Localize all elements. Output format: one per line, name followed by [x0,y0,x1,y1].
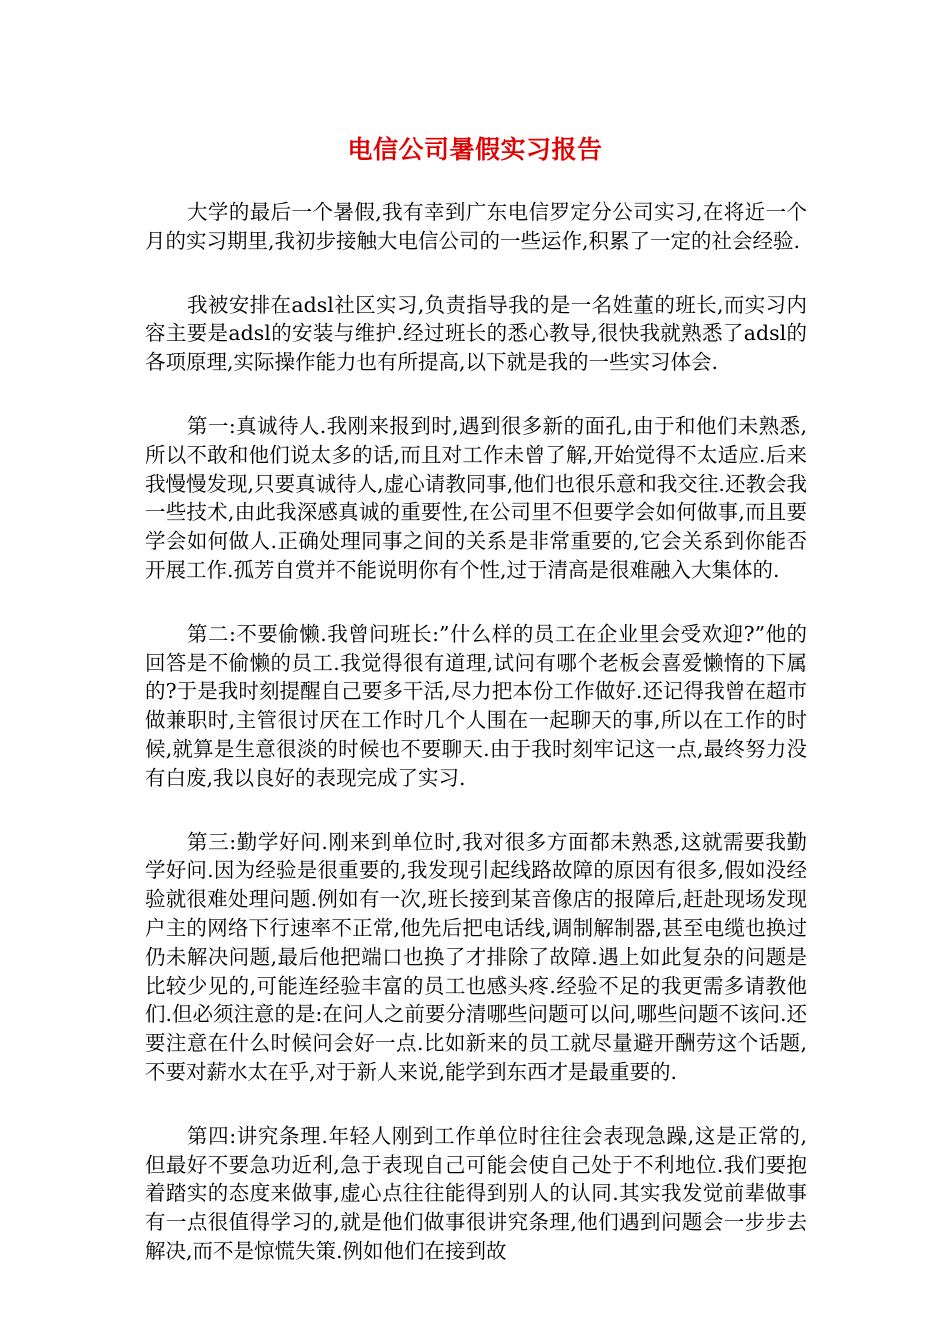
document-title: 电信公司暑假实习报告 [347,135,603,164]
paragraph-assignment: 我被安排在adsl社区实习,负责指导我的是一名姓董的班长,而实习内容主要是adsl的安装与维护.经过班长的悉心教导,很快我就熟悉了adsl的各项原理,实际操作能力也有所提高,以下就是我的一些实习体会. [145,292,807,375]
paragraph-point-two: 第二:不要偷懒.我曾问班长:”什么样的员工在企业里会受欢迎?”他的回答是不偷懒的员工.我觉得很有道理,试问有哪个老板会喜爱懒惰的下属的?于是我时刻提醒自己要多干活,尽力把本份工作做好.还记得我曾在超市做兼职时,主管很讨厌在工作时几个人围在一起聊天的事,所以在工作的时候,就算是生意很淡的时候也不要聊天.由于我时刻牢记这一点,最终努力没有白废,我以良好的表现完成了实习. [145,621,807,790]
paragraph-point-three: 第三:勤学好问.刚来到单位时,我对很多方面都未熟悉,这就需要我勤学好问.因为经验是很重要的,我发现引起线路故障的原因有很多,假如没经验就很难处理问题.例如有一次,班长接到某音像店的报障后,赶赴现场发现户主的网络下行速率不正常,他先后把电话线,调制解制器,甚至电缆也换过仍未解决问题,最后他把端口也换了才排除了故障.遇上如此复杂的问题是比较少见的,可能连经验丰富的员工也感头疼.经验不足的我更需多请教他们.但必须注意的是:在问人之前要分清哪些问题可以问,哪些问题不该问.还要注意在什么时候问会好一点.比如新来的员工就尽量避开酬劳这个话题,不要对薪水太在乎,对于新人来说,能学到东西才是最重要的. [145,829,807,1084]
paragraph-intro: 大学的最后一个暑假,我有幸到广东电信罗定分公司实习,在将近一个月的实习期里,我初步接触大电信公司的一些运作,积累了一定的社会经验. [145,200,807,253]
document-body [145,198,807,1301]
paragraph-point-four: 第四:讲究条理.年轻人刚到工作单位时往往会表现急躁,这是正常的,但最好不要急功近利,急于表现自己可能会使自己处于不利地位.我们要抱着踏实的态度来做事,虚心点往往能得到别人的认同.其实我发觉前辈做事有一点很值得学习的,就是他们做事很讲究条理,他们遇到问题会一步步去解决,而不是惊慌失策.例如他们在接到故 [145,1123,807,1263]
paragraph-point-one: 第一:真诚待人.我刚来报到时,遇到很多新的面孔,由于和他们未熟悉,所以不敢和他们说太多的话,而且对工作未曾了解,开始觉得不太适应.后来我慢慢发现,只要真诚待人,虚心请教同事,他们也很乐意和我交往.还教会我一些技术,由此我深感真诚的重要性,在公司里不但要学会如何做事,而且要学会如何做人.正确处理同事之间的关系是非常重要的,它会关系到你能否开展工作.孤芳自赏并不能说明你有个性,过于清高是很难融入大集体的. [145,413,807,582]
